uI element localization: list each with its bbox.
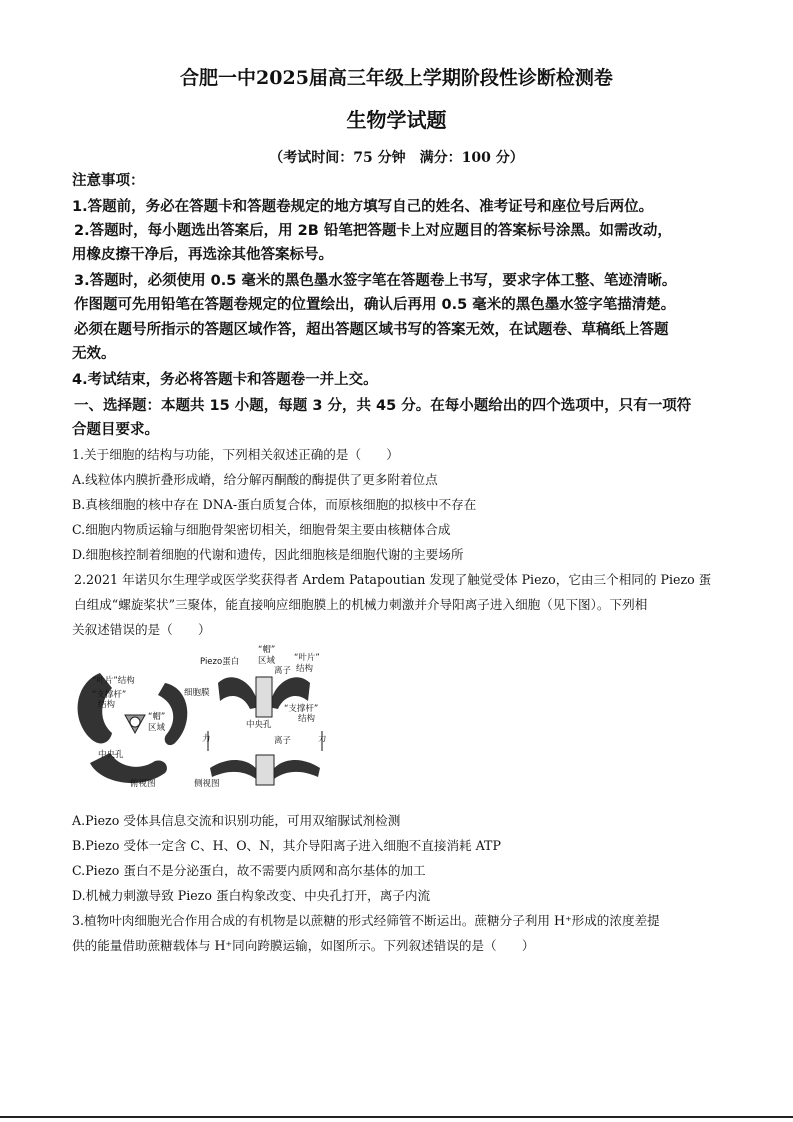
question-2-stem: 2.2021 年诺贝尔生理学或医学奖获得者 Ardem Patapoutian 发现了触觉受体 Piezo，它由三个相同的 Piezo 蛋 bbox=[74, 572, 712, 587]
notice-line: 用橡皮擦干净后，再选涂其他答案标号。 bbox=[72, 247, 333, 263]
side-view-diagram bbox=[184, 644, 327, 789]
question-1-option: C.细胞内物质运输与细胞骨架密切相关，细胞骨架主要由核糖体合成 bbox=[72, 522, 451, 537]
question-1-stem: 1.关于细胞的结构与功能，下列相关叙述正确的是（ ） bbox=[72, 447, 399, 462]
notice-heading: 注意事项： bbox=[72, 173, 145, 189]
blade-shape bbox=[218, 677, 260, 709]
figure-label: 中央孔 bbox=[246, 720, 272, 730]
question-3-stem: 供的能量借助蔗糖载体与 H⁺同向跨膜运输，如图所示。下列叙述错误的是（ ） bbox=[72, 938, 535, 953]
notice-line: 必须在题号所指示的答题区域作答，超出答题区域书写的答案无效，在试题卷、草稿纸上答题 bbox=[74, 322, 669, 338]
question-3-stem: 3.植物叶肉细胞光合作用合成的有机物是以蔗糖的形式经筛管不断运出。蔗糖分子利用 H⁺形成的浓度差提 bbox=[72, 913, 660, 928]
figure-label: 区域 bbox=[148, 723, 166, 733]
figure-label: “帽” bbox=[148, 712, 166, 722]
blade-shape bbox=[272, 760, 320, 779]
piezo-figure bbox=[70, 643, 360, 795]
blade-shape bbox=[210, 760, 258, 779]
notice-line: 1.答题前，务必在答题卡和答题卷规定的地方填写自己的姓名、准考证号和座位号后两位。 bbox=[72, 199, 654, 215]
figure-label: 区域 bbox=[258, 656, 276, 666]
figure-label: 离子 bbox=[274, 666, 292, 676]
question-2-option: A.Piezo 受体具信息交流和识别功能，可用双缩脲试剂检测 bbox=[72, 813, 401, 828]
question-1-option: D.细胞核控制着细胞的代谢和遗传，因此细胞核是细胞代谢的主要场所 bbox=[72, 547, 464, 562]
figure-label: 离子 bbox=[274, 736, 292, 746]
question-2-option: C.Piezo 蛋白不是分泌蛋白，故不需要内质网和高尔基体的加工 bbox=[72, 863, 426, 878]
figure-label: 侧视图 bbox=[194, 779, 220, 789]
notice-line: 3.答题时，必须使用 0.5 毫米的黑色墨水签字笔在答题卷上书写，要求字体工整、笔迹清晰。 bbox=[74, 273, 677, 289]
notice-line: 无效。 bbox=[72, 346, 116, 362]
figure-label: 细胞膜 bbox=[184, 688, 210, 698]
figure-label: 结构 bbox=[98, 700, 116, 710]
figure-label: “支撑杆” bbox=[92, 690, 127, 700]
figure-label: 结构 bbox=[296, 664, 314, 674]
figure-label: Piezo蛋白 bbox=[200, 657, 240, 667]
figure-label: 中央孔 bbox=[98, 750, 124, 760]
top-view-diagram bbox=[78, 673, 188, 789]
central-pore-shape bbox=[256, 755, 274, 785]
figure-label: “帽” bbox=[258, 645, 276, 655]
central-pore-shape bbox=[130, 717, 140, 727]
question-1-option: A.线粒体内膜折叠形成嵴，给分解丙酮酸的酶提供了更多附着位点 bbox=[72, 472, 438, 487]
question-2-stem: 白组成“螺旋桨状”三聚体，能直接响应细胞膜上的机械力刺激并介导阳离子进入细胞（见下图）。下列相 bbox=[74, 597, 648, 612]
question-2-option: B.Piezo 受体一定含 C、H、O、N，其介导阳离子进入细胞不直接消耗 ATP bbox=[72, 838, 501, 853]
question-2-option: D.机械力刺激导致 Piezo 蛋白构象改变、中央孔打开，离子内流 bbox=[72, 888, 431, 903]
question-2-stem: 关叙述错误的是（ ） bbox=[72, 622, 211, 637]
central-pore-shape bbox=[256, 677, 272, 717]
figure-label: 力 bbox=[318, 734, 327, 744]
notice-line: 4.考试结束，务必将答题卡和答题卷一并上交。 bbox=[72, 372, 378, 388]
figure-label: “叶片” bbox=[294, 653, 320, 663]
subject-title: 生物学试题 bbox=[346, 108, 447, 132]
figure-label: “叶片”结构 bbox=[92, 676, 135, 686]
figure-label: 俯视图 bbox=[130, 779, 156, 789]
figure-label: 力 bbox=[202, 734, 211, 744]
notice-line: 作图题可先用铅笔在答题卷规定的位置绘出，确认后再用 0.5 毫米的黑色墨水签字笔描清楚。 bbox=[74, 297, 676, 313]
figure-label: “支撑杆” bbox=[284, 704, 319, 714]
page-bottom-rule bbox=[0, 1116, 793, 1118]
section-heading: 合题目要求。 bbox=[72, 422, 159, 438]
figure-label: 结构 bbox=[298, 714, 316, 724]
exam-title: 合肥一中2025届高三年级上学期阶段性诊断检测卷 bbox=[180, 67, 613, 89]
question-1-option: B.真核细胞的核中存在 DNA-蛋白质复合体，而原核细胞的拟核中不存在 bbox=[72, 497, 477, 512]
notice-line: 2.答题时，每小题选出答案后，用 2B 铅笔把答题卡上对应题目的答案标号涂黑。如需改动， bbox=[74, 223, 672, 239]
exam-info: （考试时间：75 分钟 满分：100 分） bbox=[269, 150, 524, 166]
section-heading: 一、选择题：本题共 15 小题，每题 3 分，共 45 分。在每小题给出的四个选项中，只有一项符 bbox=[74, 398, 692, 414]
